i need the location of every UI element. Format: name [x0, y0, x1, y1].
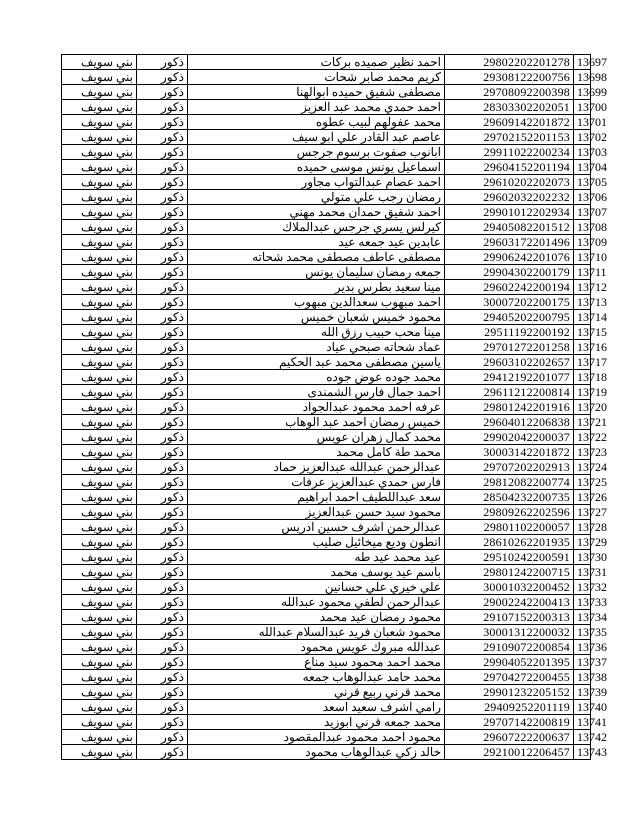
- governorate-cell: بني سويف: [62, 235, 137, 250]
- national-id-cell: 29809262202596: [445, 505, 574, 520]
- gender-cell: ذكور: [137, 625, 188, 640]
- governorate-cell: بني سويف: [62, 175, 137, 190]
- governorate-cell: بني سويف: [62, 370, 137, 385]
- name-cell: محمود سيد حسن عبدالعزيز: [188, 505, 445, 520]
- name-cell: مينا محب حبيب رزق الله: [188, 325, 445, 340]
- gender-cell: ذكور: [137, 565, 188, 580]
- name-cell: محمد قرني ربيع قرني: [188, 685, 445, 700]
- national-id-cell: 29405202200795: [445, 310, 574, 325]
- national-id-cell: 29801102200057: [445, 520, 574, 535]
- governorate-cell: بني سويف: [62, 55, 137, 70]
- table-row: [62, 340, 591, 355]
- national-id-cell: 30001312200032: [445, 625, 574, 640]
- name-cell: محمد عفولهم لبيب عطوه: [188, 115, 445, 130]
- gender-cell: ذكور: [137, 385, 188, 400]
- governorate-cell: بني سويف: [62, 520, 137, 535]
- governorate-cell: بني سويف: [62, 700, 137, 715]
- gender-cell: ذكور: [137, 430, 188, 445]
- serial-number-cell: 13699: [574, 85, 591, 100]
- name-cell: محمود احمد محمود عبدالمقصود: [188, 730, 445, 745]
- table-row: [62, 160, 591, 175]
- governorate-cell: بني سويف: [62, 445, 137, 460]
- serial-number-cell: 13708: [574, 220, 591, 235]
- name-cell: احمد حمدي محمد عبد العزيز: [188, 100, 445, 115]
- national-id-cell: 28303302202051: [445, 100, 574, 115]
- table-row: [62, 280, 591, 295]
- national-id-cell: 29702152201153: [445, 130, 574, 145]
- gender-cell: ذكور: [137, 415, 188, 430]
- governorate-cell: بني سويف: [62, 130, 137, 145]
- national-id-cell: 29604152201194: [445, 160, 574, 175]
- national-id-cell: 30001032200452: [445, 580, 574, 595]
- table-row: [62, 355, 591, 370]
- name-cell: فارس حمدي عبدالعزيز عرفات: [188, 475, 445, 490]
- serial-number-cell: 13733: [574, 595, 591, 610]
- name-cell: محمد طة كامل محمد: [188, 445, 445, 460]
- governorate-cell: بني سويف: [62, 295, 137, 310]
- name-cell: عابدين عيد جمعه عيد: [188, 235, 445, 250]
- name-cell: رمضان رجب علي متولي: [188, 190, 445, 205]
- serial-number-cell: 13732: [574, 580, 591, 595]
- gender-cell: ذكور: [137, 265, 188, 280]
- governorate-cell: بني سويف: [62, 550, 137, 565]
- governorate-cell: بني سويف: [62, 70, 137, 85]
- serial-number-cell: 13707: [574, 205, 591, 220]
- governorate-cell: بني سويف: [62, 145, 137, 160]
- name-cell: مينا سعيد بطرس بدير: [188, 280, 445, 295]
- gender-cell: ذكور: [137, 250, 188, 265]
- table-row: [62, 55, 591, 70]
- name-cell: علي خيري علي حسانين: [188, 580, 445, 595]
- table-row: [62, 190, 591, 205]
- name-cell: سعد عبداللطيف احمد ابراهيم: [188, 490, 445, 505]
- gender-cell: ذكور: [137, 235, 188, 250]
- serial-number-cell: 13729: [574, 535, 591, 550]
- records-table-body: [62, 55, 607, 760]
- table-row: [62, 565, 591, 580]
- national-id-cell: 29210012206457: [445, 745, 574, 760]
- governorate-cell: بني سويف: [62, 220, 137, 235]
- gender-cell: ذكور: [137, 130, 188, 145]
- national-id-cell: 29707142200819: [445, 715, 574, 730]
- gender-cell: ذكور: [137, 700, 188, 715]
- table-row: [62, 670, 591, 685]
- name-cell: محمود خميس شعبان خميس: [188, 310, 445, 325]
- table-row: [62, 100, 591, 115]
- national-id-cell: 29904302200179: [445, 265, 574, 280]
- name-cell: جمعه رمضان سليمان يونس: [188, 265, 445, 280]
- gender-cell: ذكور: [137, 85, 188, 100]
- serial-number-cell: 13725: [574, 475, 591, 490]
- table-row: [62, 70, 591, 85]
- gender-cell: ذكور: [137, 685, 188, 700]
- name-cell: محمد كمال زهران عويس: [188, 430, 445, 445]
- national-id-cell: 29405082201512: [445, 220, 574, 235]
- national-id-cell: 29911022200234: [445, 145, 574, 160]
- records-table: [61, 54, 607, 760]
- national-id-cell: 29609142201872: [445, 115, 574, 130]
- national-id-cell: 29611212200814: [445, 385, 574, 400]
- gender-cell: ذكور: [137, 115, 188, 130]
- gender-cell: ذكور: [137, 715, 188, 730]
- national-id-cell: 30003142201872: [445, 445, 574, 460]
- national-id-cell: 29802202201278: [445, 55, 574, 70]
- gender-cell: ذكور: [137, 505, 188, 520]
- table-row: [62, 205, 591, 220]
- national-id-cell: 29708092200398: [445, 85, 574, 100]
- gender-cell: ذكور: [137, 535, 188, 550]
- table-row: [62, 550, 591, 565]
- name-cell: عاصم عبد القادر علي ابو سيف: [188, 130, 445, 145]
- gender-cell: ذكور: [137, 355, 188, 370]
- serial-number-cell: 13723: [574, 445, 591, 460]
- name-cell: خميس رمضان احمد عبد الوهاب: [188, 415, 445, 430]
- national-id-cell: 29602242200194: [445, 280, 574, 295]
- governorate-cell: بني سويف: [62, 340, 137, 355]
- serial-number-cell: 13731: [574, 565, 591, 580]
- table-row: [62, 655, 591, 670]
- serial-number-cell: 13704: [574, 160, 591, 175]
- governorate-cell: بني سويف: [62, 250, 137, 265]
- table-row: [62, 595, 591, 610]
- serial-number-cell: 13715: [574, 325, 591, 340]
- serial-number-cell: 13742: [574, 730, 591, 745]
- table-row: [62, 715, 591, 730]
- name-cell: محمد احمد محمود سيد مناع: [188, 655, 445, 670]
- governorate-cell: بني سويف: [62, 745, 137, 760]
- gender-cell: ذكور: [137, 205, 188, 220]
- gender-cell: ذكور: [137, 610, 188, 625]
- table-row: [62, 220, 591, 235]
- name-cell: ابانوب صفوت برسوم جرجس: [188, 145, 445, 160]
- governorate-cell: بني سويف: [62, 325, 137, 340]
- gender-cell: ذكور: [137, 280, 188, 295]
- national-id-cell: 29801242201916: [445, 400, 574, 415]
- serial-number-cell: 13710: [574, 250, 591, 265]
- name-cell: احمد عصام عبدالتواب مجاور: [188, 175, 445, 190]
- table-row: [62, 535, 591, 550]
- table-row: [62, 265, 591, 280]
- serial-number-cell: 13697: [574, 55, 591, 70]
- table-row: [62, 625, 591, 640]
- national-id-cell: 29906242201076: [445, 250, 574, 265]
- table-row: [62, 235, 591, 250]
- gender-cell: ذكور: [137, 160, 188, 175]
- national-id-cell: 29812082200774: [445, 475, 574, 490]
- governorate-cell: بني سويف: [62, 430, 137, 445]
- name-cell: باسم عيد يوسف محمد: [188, 565, 445, 580]
- table-row: [62, 145, 591, 160]
- governorate-cell: بني سويف: [62, 400, 137, 415]
- national-id-cell: 29704272200455: [445, 670, 574, 685]
- gender-cell: ذكور: [137, 145, 188, 160]
- serial-number-cell: 13720: [574, 400, 591, 415]
- national-id-cell: 29107152200313: [445, 610, 574, 625]
- table-row: [62, 430, 591, 445]
- national-id-cell: 29510242200591: [445, 550, 574, 565]
- name-cell: اسماعيل يونس موسى حميده: [188, 160, 445, 175]
- national-id-cell: 29412192201077: [445, 370, 574, 385]
- governorate-cell: بني سويف: [62, 265, 137, 280]
- gender-cell: ذكور: [137, 100, 188, 115]
- table-row: [62, 610, 591, 625]
- table-row: [62, 445, 591, 460]
- serial-number-cell: 13735: [574, 625, 591, 640]
- national-id-cell: 29308122200756: [445, 70, 574, 85]
- governorate-cell: بني سويف: [62, 460, 137, 475]
- governorate-cell: بني سويف: [62, 310, 137, 325]
- table-row: [62, 490, 591, 505]
- gender-cell: ذكور: [137, 490, 188, 505]
- gender-cell: ذكور: [137, 190, 188, 205]
- national-id-cell: 30007202200175: [445, 295, 574, 310]
- name-cell: محمود شعبان فريد عبدالسلام عبدالله: [188, 625, 445, 640]
- table-row: [62, 385, 591, 400]
- serial-number-cell: 13736: [574, 640, 591, 655]
- name-cell: عيد محمد عيد طه: [188, 550, 445, 565]
- gender-cell: ذكور: [137, 445, 188, 460]
- name-cell: عبدالرحمن اشرف حسين ادريس: [188, 520, 445, 535]
- name-cell: انطون وديع ميخائيل صليب: [188, 535, 445, 550]
- table-row: [62, 475, 591, 490]
- serial-number-cell: 13740: [574, 700, 591, 715]
- governorate-cell: بني سويف: [62, 655, 137, 670]
- serial-number-cell: 13738: [574, 670, 591, 685]
- serial-number-cell: 13713: [574, 295, 591, 310]
- governorate-cell: بني سويف: [62, 415, 137, 430]
- table-row: [62, 745, 591, 760]
- serial-number-cell: 13701: [574, 115, 591, 130]
- gender-cell: ذكور: [137, 295, 188, 310]
- name-cell: عرفه احمد محمود عبدالجواد: [188, 400, 445, 415]
- serial-number-cell: 13718: [574, 370, 591, 385]
- name-cell: احمد نظير صميده بركات: [188, 55, 445, 70]
- governorate-cell: بني سويف: [62, 85, 137, 100]
- gender-cell: ذكور: [137, 520, 188, 535]
- serial-number-cell: 13739: [574, 685, 591, 700]
- national-id-cell: 29904052201395: [445, 655, 574, 670]
- serial-number-cell: 13698: [574, 70, 591, 85]
- gender-cell: ذكور: [137, 175, 188, 190]
- governorate-cell: بني سويف: [62, 685, 137, 700]
- name-cell: محمد حامد عبدالوهاب جمعه: [188, 670, 445, 685]
- gender-cell: ذكور: [137, 580, 188, 595]
- serial-number-cell: 13716: [574, 340, 591, 355]
- serial-number-cell: 13705: [574, 175, 591, 190]
- gender-cell: ذكور: [137, 730, 188, 745]
- serial-number-cell: 13711: [574, 265, 591, 280]
- national-id-cell: 29902042200037: [445, 430, 574, 445]
- governorate-cell: بني سويف: [62, 730, 137, 745]
- table-row: [62, 325, 591, 340]
- serial-number-cell: 13737: [574, 655, 591, 670]
- serial-number-cell: 13726: [574, 490, 591, 505]
- serial-number-cell: 13712: [574, 280, 591, 295]
- national-id-cell: 29409252201119: [445, 700, 574, 715]
- table-row: [62, 730, 591, 745]
- name-cell: عماد شحاته صبحي عياد: [188, 340, 445, 355]
- governorate-cell: بني سويف: [62, 610, 137, 625]
- national-id-cell: 29610202202073: [445, 175, 574, 190]
- serial-number-cell: 13730: [574, 550, 591, 565]
- table-row: [62, 415, 591, 430]
- table-row: [62, 520, 591, 535]
- name-cell: عبدالرحمن لطفي محمود عبدالله: [188, 595, 445, 610]
- gender-cell: ذكور: [137, 55, 188, 70]
- gender-cell: ذكور: [137, 670, 188, 685]
- national-id-cell: 28504232200735: [445, 490, 574, 505]
- table-row: [62, 175, 591, 190]
- gender-cell: ذكور: [137, 475, 188, 490]
- name-cell: عبدالله مبروك عويس محمود: [188, 640, 445, 655]
- gender-cell: ذكور: [137, 340, 188, 355]
- gender-cell: ذكور: [137, 640, 188, 655]
- national-id-cell: 29602032202232: [445, 190, 574, 205]
- gender-cell: ذكور: [137, 400, 188, 415]
- name-cell: كيرلس يسري جرجس عبدالملاك: [188, 220, 445, 235]
- table-row: [62, 370, 591, 385]
- table-row: [62, 310, 591, 325]
- national-id-cell: 29707202202913: [445, 460, 574, 475]
- serial-number-cell: 13700: [574, 100, 591, 115]
- table-row: [62, 115, 591, 130]
- name-cell: مصطفى عاطف مصطفى محمد شحاته: [188, 250, 445, 265]
- gender-cell: ذكور: [137, 595, 188, 610]
- governorate-cell: بني سويف: [62, 205, 137, 220]
- serial-number-cell: 13706: [574, 190, 591, 205]
- national-id-cell: 28610262201935: [445, 535, 574, 550]
- gender-cell: ذكور: [137, 325, 188, 340]
- serial-number-cell: 13724: [574, 460, 591, 475]
- governorate-cell: بني سويف: [62, 580, 137, 595]
- name-cell: محمد جوده عوض جوده: [188, 370, 445, 385]
- gender-cell: ذكور: [137, 745, 188, 760]
- serial-number-cell: 13709: [574, 235, 591, 250]
- governorate-cell: بني سويف: [62, 595, 137, 610]
- table-row: [62, 685, 591, 700]
- national-id-cell: 29901012202934: [445, 205, 574, 220]
- name-cell: رامي اشرف سعيد اسعد: [188, 700, 445, 715]
- governorate-cell: بني سويف: [62, 640, 137, 655]
- name-cell: مصطفى شفيق حميده ابوالهنا: [188, 85, 445, 100]
- table-row: [62, 700, 591, 715]
- table-row: [62, 250, 591, 265]
- governorate-cell: بني سويف: [62, 670, 137, 685]
- governorate-cell: بني سويف: [62, 715, 137, 730]
- table-row: [62, 580, 591, 595]
- name-cell: احمد مبهوب سعدالدين مبهوب: [188, 295, 445, 310]
- governorate-cell: بني سويف: [62, 190, 137, 205]
- governorate-cell: بني سويف: [62, 100, 137, 115]
- gender-cell: ذكور: [137, 220, 188, 235]
- governorate-cell: بني سويف: [62, 535, 137, 550]
- national-id-cell: 29511192200192: [445, 325, 574, 340]
- serial-number-cell: 13734: [574, 610, 591, 625]
- national-id-cell: 29701272201258: [445, 340, 574, 355]
- name-cell: كريم محمد صابر شحات: [188, 70, 445, 85]
- serial-number-cell: 13702: [574, 130, 591, 145]
- serial-number-cell: 13717: [574, 355, 591, 370]
- governorate-cell: بني سويف: [62, 625, 137, 640]
- serial-number-cell: 13703: [574, 145, 591, 160]
- table-row: [62, 460, 591, 475]
- name-cell: محمد جمعه قرني ابوزيد: [188, 715, 445, 730]
- serial-number-cell: 13719: [574, 385, 591, 400]
- governorate-cell: بني سويف: [62, 490, 137, 505]
- serial-number-cell: 13727: [574, 505, 591, 520]
- table-row: [62, 130, 591, 145]
- gender-cell: ذكور: [137, 310, 188, 325]
- governorate-cell: بني سويف: [62, 355, 137, 370]
- table-row: [62, 505, 591, 520]
- gender-cell: ذكور: [137, 655, 188, 670]
- table-row: [62, 85, 591, 100]
- name-cell: ياسين مصطفى محمد عبد الحكيم: [188, 355, 445, 370]
- national-id-cell: 29109072200854: [445, 640, 574, 655]
- gender-cell: ذكور: [137, 460, 188, 475]
- name-cell: محمود رمضان عيد محمد: [188, 610, 445, 625]
- governorate-cell: بني سويف: [62, 280, 137, 295]
- name-cell: عبدالرحمن عبدالله عبدالعزيز حماد: [188, 460, 445, 475]
- serial-number-cell: 13743: [574, 745, 591, 760]
- serial-number-cell: 13741: [574, 715, 591, 730]
- national-id-cell: 29603172201496: [445, 235, 574, 250]
- governorate-cell: بني سويف: [62, 160, 137, 175]
- serial-number-cell: 13722: [574, 430, 591, 445]
- governorate-cell: بني سويف: [62, 475, 137, 490]
- table-row: [62, 640, 591, 655]
- gender-cell: ذكور: [137, 70, 188, 85]
- serial-number-cell: 13728: [574, 520, 591, 535]
- governorate-cell: بني سويف: [62, 115, 137, 130]
- governorate-cell: بني سويف: [62, 385, 137, 400]
- governorate-cell: بني سويف: [62, 565, 137, 580]
- table-row: [62, 295, 591, 310]
- name-cell: احمد شفيق حمدان محمد مهني: [188, 205, 445, 220]
- gender-cell: ذكور: [137, 370, 188, 385]
- national-id-cell: 29603102202657: [445, 355, 574, 370]
- gender-cell: ذكور: [137, 550, 188, 565]
- table-row: [62, 400, 591, 415]
- national-id-cell: 29607222200637: [445, 730, 574, 745]
- national-id-cell: 29801242200715: [445, 565, 574, 580]
- national-id-cell: 29901232205152: [445, 685, 574, 700]
- name-cell: احمد جمال فارس الشمندى: [188, 385, 445, 400]
- serial-number-cell: 13714: [574, 310, 591, 325]
- national-id-cell: 29604012206838: [445, 415, 574, 430]
- governorate-cell: بني سويف: [62, 505, 137, 520]
- name-cell: خالد زكي عبدالوهاب محمود: [188, 745, 445, 760]
- national-id-cell: 29002242200413: [445, 595, 574, 610]
- serial-number-cell: 13721: [574, 415, 591, 430]
